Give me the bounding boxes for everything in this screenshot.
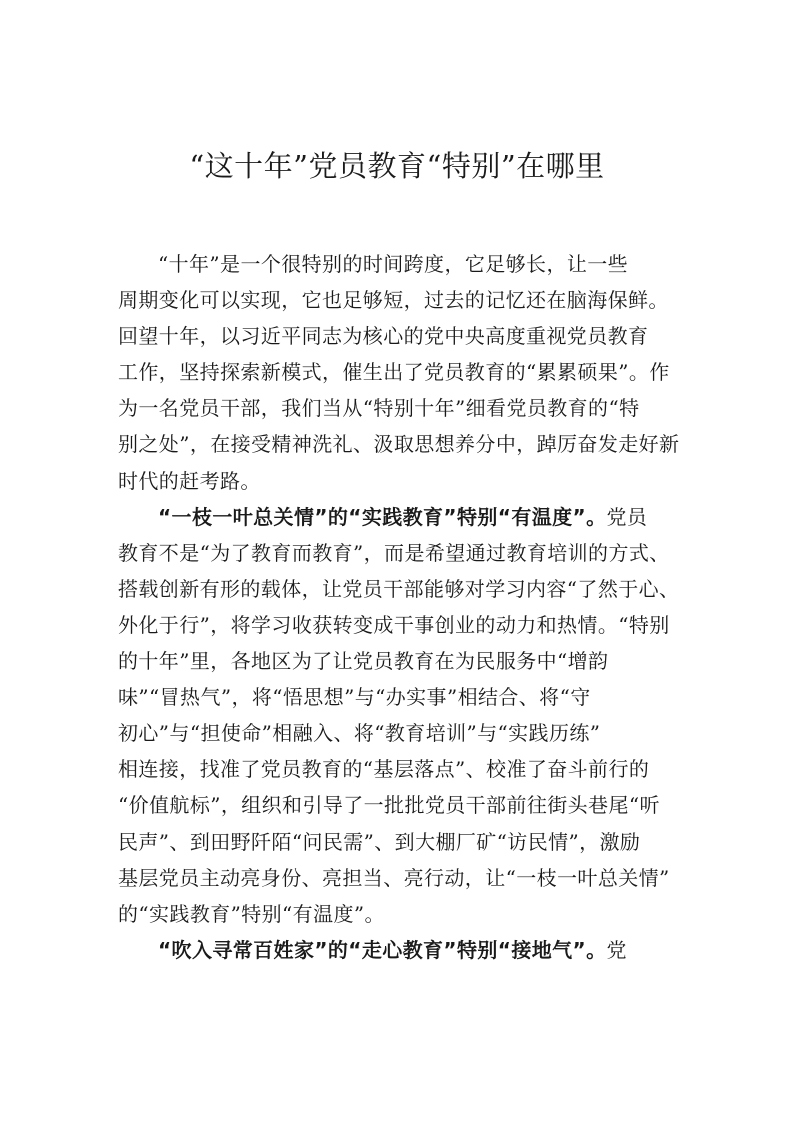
- text-line: 外化于行”，将学习收获转变成干事创业的动力和热情。“特别: [118, 612, 670, 637]
- text-line: 别之处”，在接受精神洗礼、汲取思想养分中，踔厉奋发走好新: [118, 432, 680, 457]
- text-line: 的十年”里，各地区为了让党员教育在为民服务中“增韵: [118, 649, 609, 674]
- text-line: 相连接，找准了党员教育的“基层落点”、校准了奋斗前行的: [118, 757, 650, 782]
- text-line: 民声”、到田野阡陌“问民需”、到大棚厂矿“访民情”，激励: [118, 829, 641, 854]
- text-line: 时代的赶考路。: [118, 468, 261, 493]
- text-line: 周期变化可以实现，它也足够短，过去的记忆还在脑海保鲜。: [118, 288, 669, 313]
- text-line: “十年”是一个很特别的时间跨度，它足够长，让一些: [158, 252, 629, 276]
- text-line: 工作，坚持探索新模式，催生出了党员教育的“累累硕果”。作: [118, 360, 670, 385]
- paragraph-heading: “一枝一叶总关情”的“实践教育”特别“有温度”。: [158, 504, 607, 529]
- paragraph-text: 党员: [606, 504, 648, 529]
- document-title: “这十年”党员教育“特别”在哪里: [189, 149, 605, 183]
- text-line: 味”“冒热气”，将“悟思想”与“办实事”相结合、将“守: [118, 685, 591, 710]
- document-body: [118, 246, 680, 968]
- text-line: 回望十年，以习近平同志为核心的党中央高度重视党员教育: [118, 324, 649, 349]
- text-line: 为一名党员干部，我们当从“特别十年”细看党员教育的“特: [118, 396, 640, 421]
- text-line: “价值航标”，组织和引导了一批批党员干部前往街头巷尾“听: [118, 793, 660, 818]
- text-line: 初心”与“担使命”相融入、将“教育培训”与“实践历练”: [118, 721, 601, 746]
- paragraph-lead-line: [118, 932, 680, 968]
- text-line: 基层党员主动亮身份、亮担当、亮行动，让“一枝一叶总关情”: [118, 865, 670, 890]
- text-line: 教育不是“为了教育而教育”，而是希望通过教育培训的方式、: [118, 540, 670, 565]
- paragraph-heading: “吹入寻常百姓家”的“走心教育”特别“接地气”。: [158, 937, 607, 962]
- paragraph-text: 党: [606, 937, 627, 962]
- text-line: 搭载创新有形的载体，让党员干部能够对学习内容“了然于心、: [118, 576, 680, 601]
- paragraph-lead-line: [118, 499, 680, 535]
- text-line: 的“实践教育”特别“有温度”。: [118, 901, 385, 926]
